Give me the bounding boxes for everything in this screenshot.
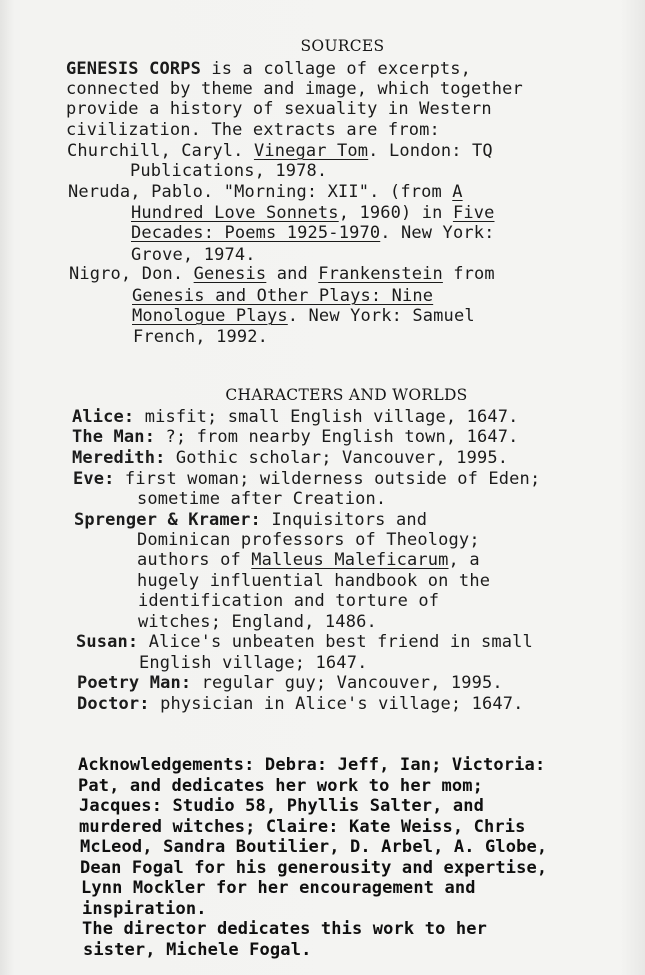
genesis-corps-title: GENESIS CORPS — [66, 59, 202, 79]
acknowledgements-line-8: inspiration. — [82, 899, 207, 919]
source-publisher: . New York: Samuel — [287, 306, 475, 326]
source-title: Genesis — [193, 264, 267, 284]
character-the-man — [72, 427, 519, 447]
character-name: The Man: — [72, 427, 156, 447]
character-doctor — [77, 694, 524, 714]
source-neruda-line-3 — [131, 223, 494, 243]
character-name: Eve: — [73, 469, 115, 489]
character-poetry-man — [77, 673, 503, 693]
source-author: Neruda, Pablo. "Morning: XII". (from — [68, 182, 453, 202]
character-name: Poetry Man: — [77, 673, 192, 693]
source-text: , 1960) in — [338, 203, 453, 223]
sources-intro-line-2: connected by theme and image, which together — [66, 79, 523, 99]
source-title: Five — [452, 203, 495, 223]
source-text: from — [442, 264, 495, 284]
acknowledgements-line-2: Pat, and dedicates her work to her mom; — [78, 776, 484, 796]
character-sprenger-line-6: witches; England, 1486. — [138, 612, 377, 632]
source-author: Nigro, Don. — [69, 264, 194, 284]
source-publisher: . London: TQ — [368, 141, 493, 161]
source-nigro-line-2 — [132, 286, 433, 306]
character-description: misfit; small English village, 1647. — [134, 407, 519, 427]
character-eve — [73, 469, 540, 489]
character-name: Meredith: — [72, 448, 166, 468]
character-description: ?; from nearby English town, 1647. — [155, 427, 519, 447]
source-nigro — [69, 264, 495, 284]
source-title: Genesis and Other Plays: Nine — [132, 286, 434, 306]
character-alice — [72, 407, 519, 427]
source-neruda — [68, 182, 463, 202]
character-name: Sprenger & Kramer: — [74, 510, 261, 530]
source-neruda-line-4: Grove, 1974. — [131, 245, 256, 265]
character-description: Gothic scholar; Vancouver, 1995. — [165, 448, 509, 468]
character-sprenger-line-3 — [137, 550, 480, 570]
character-description: regular guy; Vancouver, 1995. — [191, 673, 503, 693]
character-description: Inquisitors and — [260, 510, 428, 530]
character-description: Alice's unbeaten best friend in small — [138, 632, 533, 652]
characters-heading: CHARACTERS AND WORLDS — [225, 386, 468, 404]
character-susan-line-2: English village; 1647. — [139, 653, 368, 673]
character-name: Susan: — [76, 632, 139, 652]
sources-intro-line-4: civilization. The extracts are from: — [66, 120, 440, 140]
character-sprenger-line-4: hugely influential handbook on the — [137, 571, 491, 591]
acknowledgements-line-6: Dean Fogal for his generousity and expertise, — [80, 858, 548, 878]
character-name: Doctor: — [77, 694, 150, 714]
character-description: , a — [448, 550, 480, 570]
sources-intro-line — [66, 59, 471, 79]
source-title: Frankenstein — [318, 264, 443, 284]
character-description: first woman; wilderness outside of Eden; — [114, 469, 541, 489]
source-title: Vinegar Tom — [253, 141, 369, 161]
character-name: Alice: — [72, 407, 135, 427]
sources-heading: SOURCES — [300, 37, 385, 55]
book-title: Malleus Maleficarum — [251, 550, 449, 570]
character-sprenger-kramer — [74, 510, 427, 530]
character-sprenger-line-2: Dominican professors of Theology; — [137, 530, 480, 550]
acknowledgements-text: Debra: Jeff, Ian; Victoria: — [254, 755, 546, 775]
character-description: physician in Alice's village; 1647. — [149, 694, 524, 714]
acknowledgements-line-7: Lynn Mockler for her encouragement and — [81, 878, 476, 898]
source-neruda-line-2 — [131, 203, 494, 223]
character-eve-line-2: sometime after Creation. — [137, 489, 387, 509]
acknowledgements-line-4: murdered witches; Claire: Kate Weiss, Chris — [79, 817, 526, 837]
source-publisher: . New York: — [380, 223, 495, 243]
dedication-line-2: sister, Michele Fogal. — [83, 940, 312, 960]
dedication-line-1: The director dedicates this work to her — [82, 919, 488, 939]
acknowledgements-label: Acknowledgements: — [78, 755, 255, 775]
source-title: Monologue Plays — [132, 306, 288, 326]
character-sprenger-line-5: identification and torture of — [138, 591, 440, 611]
character-meredith — [72, 448, 508, 468]
sources-intro-line-3: provide a history of sexuality in Western — [66, 99, 492, 119]
source-text: and — [266, 264, 319, 284]
acknowledgements-line-1 — [78, 755, 545, 775]
character-susan — [76, 632, 533, 652]
source-title: Decades: Poems 1925-1970 — [131, 223, 381, 243]
source-title: A — [452, 182, 463, 202]
source-title: Hundred Love Sonnets — [131, 203, 339, 223]
source-churchill-line-2: Publications, 1978. — [130, 161, 328, 181]
source-nigro-line-4: French, 1992. — [133, 327, 269, 347]
acknowledgements-line-5: McLeod, Sandra Boutilier, D. Arbel, A. Globe, — [80, 837, 548, 857]
source-churchill — [67, 141, 493, 161]
intro-text: is a collage of excerpts, — [201, 59, 472, 79]
source-nigro-line-3 — [132, 306, 475, 326]
character-description: authors of — [137, 550, 252, 570]
acknowledgements-line-3: Jacques: Studio 58, Phyllis Salter, and — [79, 796, 485, 816]
source-author: Churchill, Caryl. — [67, 141, 254, 161]
